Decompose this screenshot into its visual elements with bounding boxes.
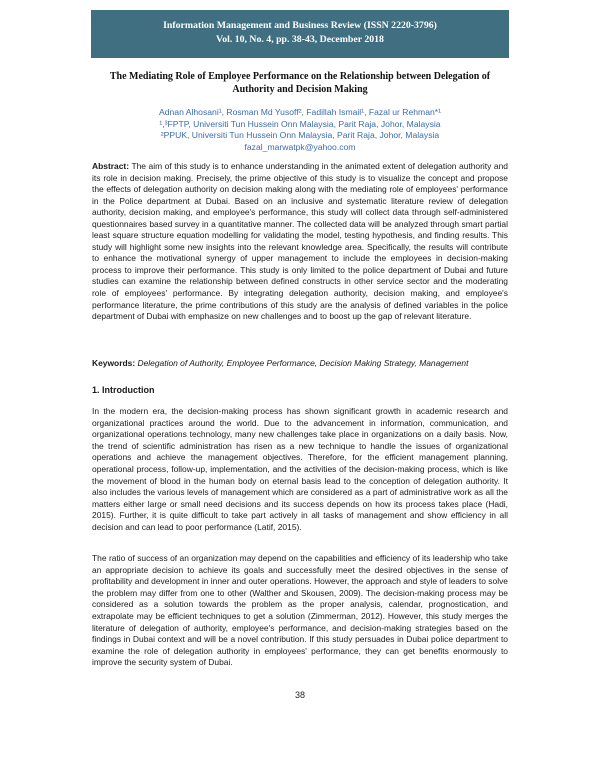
journal-name: Information Management and Business Review (ISSN 2220-3796) [163, 20, 437, 31]
affiliation-2: ²PPUK, Universiti Tun Hussein Onn Malaysia, Parit Raja, Johor, Malaysia [160, 130, 440, 141]
abstract-label: Abstract: [92, 161, 130, 171]
abstract-text: The aim of this study is to enhance understanding in the animated extent of delegation authority and its role in decision making. Precisely, the prime objective of this study is to visualize the concept and propose the effects of delegation authority on decision making along with the mediating role of employees' performance in the Police department at Dubai. Based on an inclusive and systematic literature review of delegation authority, decision making, and employee's performance, this study will collect data through self-administered questionnaires based survey in a quantitative manner. The collected data will be analyzed through smart partial least square structure equation modelling for validating the model, testing hypothesis, and finding results. This study will highlight some new insights into the relevant knowledge area. Specifically, the results will contribute to enhance the motivational synergy of upper management to include the employees in decision-making process to improve their performance. This study is only limited to the police department of Dubai and future studies can examine the relationship between defined constructs in other service sector and the moderating role of employees' performance. By integrating delegation authority, decision making, and employee's performance literature, the prime contributions of this study are the analysis of defined variables in the police department of Dubai with emphasize on new challenges and to boost up the gap of relevant literature. [92, 161, 508, 322]
section-heading: 1. Introduction [92, 385, 155, 395]
intro-paragraph-1: In the modern era, the decision-making process has shown significant growth in academic research and organizational practices around the world. Due to the advancement in information, communication, and organizational operations technology, many new challenges take place in organizations on a daily basis. Now, the trend of scientific administration has risen as a new technique to handle the issues of organizational operations and achieve the management objectives. Therefore, for the efficient management planning, operational process, follow-up, implementation, and the activities of the decision-making process, which is like the movement of blood in the human body on eternal basis lead to the conception of delegation authority. It also includes the various levels of management which are considered as a part of administrative work as all the matters either large or small need decisions and its success depends on how its process takes place (Hadi, 2015). Further, it is quite difficult to take part actively in all tasks of management and show efficiency in all decision and can lead to poor performance (Latif, 2015). [92, 406, 508, 532]
keywords-text: Delegation of Authority, Employee Performance, Decision Making Strategy, Management [137, 358, 469, 368]
page-number: 38 [294, 690, 305, 700]
intro-paragraph-2: The ratio of success of an organization may depend on the capabilities and efficiency of its leadership who take an appropriate decision to achieve its goals and successfully meet the desired objectives in the sense of profitability and development in inner and outer operations. However, the approach and style of leaders to solve the problem may differ from one to other (Walther and Skousen, 2009). The decision-making process may be considered as a solution towards the problem as the proper analysis, calendar, prognostication, and extrapolate may be efficient techniques to get a solution (Zimmerman, 2012). However, this study merges the literature of delegation of authority, employee's performance, and decision-making strategies based on the findings in Dubai context and will be a novel contribution. If this study persuades in Dubai police department to examine the role of delegation authority in employees' performance, they can get benefits enormously to improve the security system of Dubai. [92, 553, 508, 668]
author-email[interactable]: fazal_marwatpk@yahoo.com [244, 141, 356, 152]
keywords [92, 358, 508, 370]
abstract [92, 161, 508, 323]
author-block [92, 107, 508, 153]
journal-header [91, 10, 509, 58]
journal-volume: Vol. 10, No. 4, pp. 38-43, December 2018 [216, 34, 384, 45]
author-names: Adnan Alhosani¹, Rosman Md Yusoff², Fadillah Ismail¹, Fazal ur Rehman*¹ [159, 107, 441, 117]
title-line-2: Authority and Decision Making [232, 84, 368, 95]
affiliation-1: ¹,³FPTP, Universiti Tun Hussein Onn Malaysia, Parit Raja, Johor, Malaysia [159, 118, 441, 129]
keywords-label: Keywords: [92, 358, 136, 368]
title-line-1: The Mediating Role of Employee Performance on the Relationship between Delegation of [109, 71, 491, 82]
paper-title [92, 70, 508, 96]
